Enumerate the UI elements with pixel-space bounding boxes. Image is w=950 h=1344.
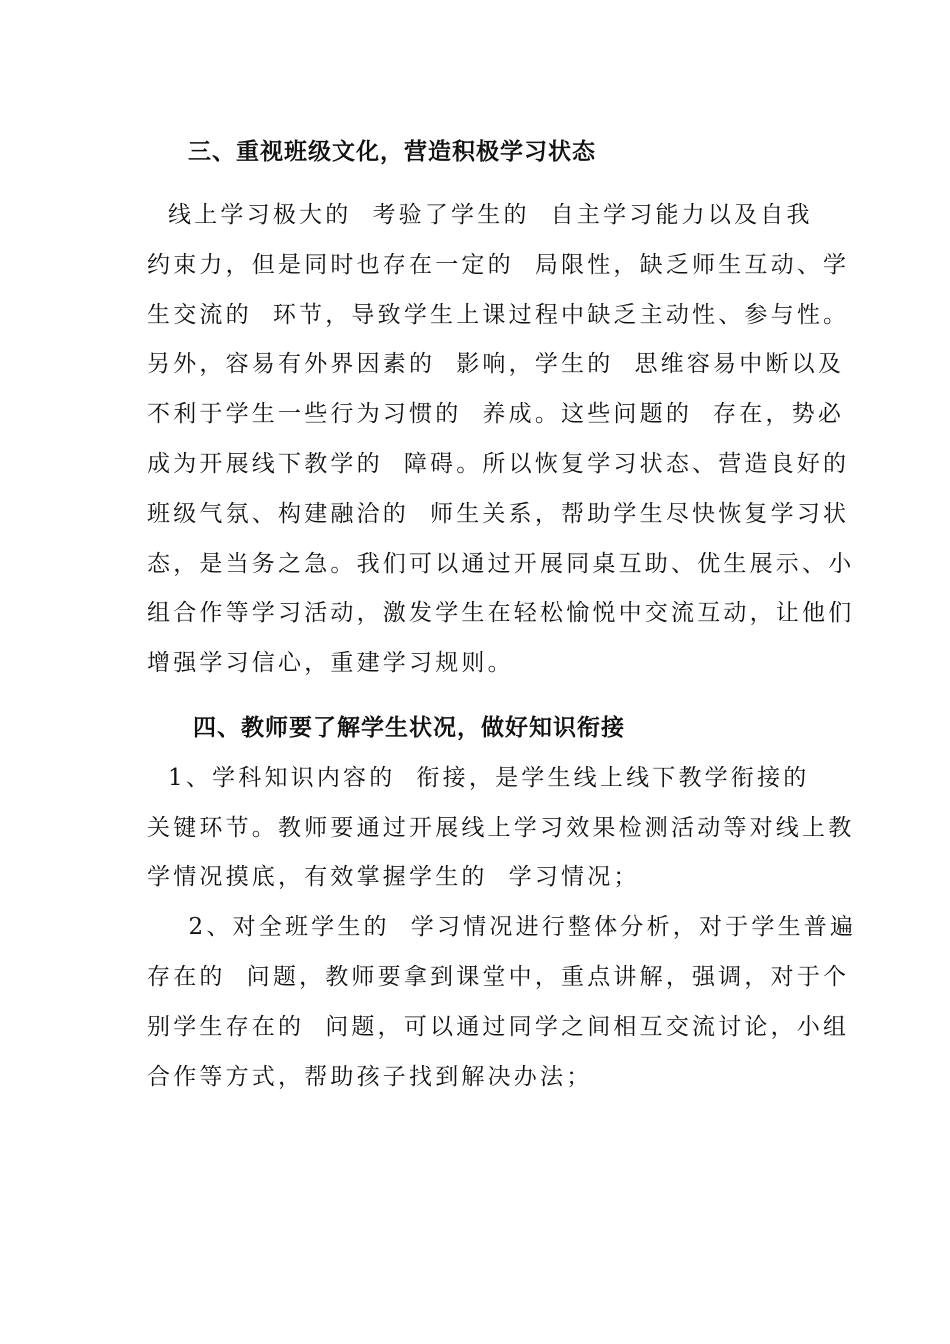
paragraph-line: 关键环节。教师要通过开展线上学习效果检测活动等对线上教: [147, 815, 855, 841]
paragraph-line: 不利于学生一些行为习惯的 养成。这些问题的 存在，势必: [147, 401, 845, 427]
paragraph-line: 成为开展线下教学的 障碍。所以恢复学习状态、营造良好的: [147, 451, 850, 477]
paragraph-line: 线上学习极大的 考验了学生的 自主学习能力以及自我: [147, 202, 813, 228]
paragraph-line: 合作等方式，帮助孩子找到解决办法；: [147, 1064, 593, 1090]
section-heading-3: 三、重视班级文化，营造积极学习状态: [188, 139, 596, 165]
paragraph-line: 别学生存在的 问题，可以通过同学之间相互交流讨论，小组: [147, 1014, 850, 1040]
paragraph-line: 态，是当务之急。我们可以通过开展同桌互助、优生展示、小: [147, 551, 855, 577]
paragraph-line: 1、学科知识内容的 衔接，是学生线上线下教学衔接的: [147, 765, 810, 791]
paragraph-line: 约束力，但是同时也存在一定的 局限性，缺乏师生互动、学: [147, 252, 850, 278]
paragraph-line: 增强学习信心，重建学习规则。: [147, 650, 514, 676]
paragraph-line: 存在的 问题，教师要拿到课堂中，重点讲解，强调，对于个: [147, 964, 850, 990]
paragraph-line: 组合作等学习活动，激发学生在轻松愉悦中交流互动，让他们: [147, 600, 855, 626]
paragraph-line: 2、对全班学生的 学习情况进行整体分析，对于学生普遍: [178, 914, 857, 940]
paragraph-line: 另外，容易有外界因素的 影响，学生的 思维容易中断以及: [147, 351, 845, 377]
paragraph-line: 学情况摸底，有效掌握学生的 学习情况；: [147, 864, 640, 890]
paragraph-line: 生交流的 环节，导致学生上课过程中缺乏主动性、参与性。: [147, 302, 850, 328]
paragraph-line: 班级气氛、构建融洽的 师生关系，帮助学生尽快恢复学习状: [147, 501, 850, 527]
section-heading-4: 四、教师要了解学生状况，做好知识衔接: [193, 715, 625, 741]
